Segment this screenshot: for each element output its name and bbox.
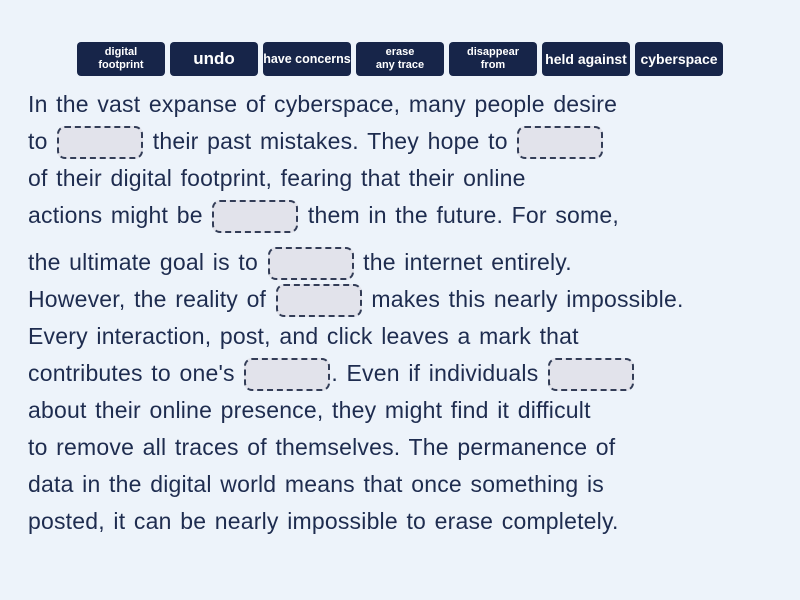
- passage-text: the internet entirely.: [354, 249, 572, 275]
- passage-text: them in the future. For some,: [299, 202, 619, 228]
- passage-line: [28, 466, 788, 503]
- passage: [28, 86, 788, 540]
- word-chip-label: footprint: [98, 59, 144, 71]
- passage-line: [28, 355, 788, 392]
- passage-text: posted, it can be nearly impossible to erase completely.: [28, 508, 619, 534]
- word-chip-label: cyberspace: [640, 50, 718, 67]
- answer-blank[interactable]: [268, 247, 354, 280]
- answer-blank[interactable]: [548, 358, 634, 391]
- word-chip[interactable]: [263, 42, 351, 76]
- answer-blank[interactable]: [57, 126, 143, 159]
- passage-line: [28, 318, 788, 355]
- passage-text: Every interaction, post, and click leaves a mark that: [28, 323, 579, 349]
- passage-text: makes this nearly impossible.: [362, 286, 684, 312]
- passage-line: [28, 503, 788, 540]
- passage-text: actions might be: [28, 202, 212, 228]
- word-chip-label: have concerns: [263, 51, 351, 66]
- passage-line: [28, 86, 788, 123]
- answer-blank[interactable]: [517, 126, 603, 159]
- passage-paragraph: [28, 244, 788, 540]
- word-bank: [0, 42, 800, 76]
- word-chip[interactable]: [635, 42, 723, 76]
- passage-text: to remove all traces of themselves. The permanence of: [28, 434, 616, 460]
- word-chip-label: any trace: [375, 59, 425, 71]
- passage-text: In the vast expanse of cyberspace, many people desire: [28, 91, 618, 117]
- passage-text: contributes to one's: [28, 360, 244, 386]
- word-chip-label: undo: [193, 48, 235, 68]
- word-chip[interactable]: [170, 42, 258, 76]
- word-chip-label: erase: [385, 46, 415, 59]
- word-chip[interactable]: [449, 42, 537, 76]
- word-chip[interactable]: [356, 42, 444, 76]
- word-chip-label: from: [480, 59, 506, 71]
- passage-line: [28, 197, 788, 234]
- word-chip-label: disappear: [467, 46, 519, 59]
- passage-paragraph: [28, 86, 788, 234]
- passage-line: [28, 160, 788, 197]
- passage-text: However, the reality of: [28, 286, 275, 312]
- word-chip[interactable]: [542, 42, 630, 76]
- passage-text: to: [28, 128, 57, 154]
- passage-text: data in the digital world means that once something is: [28, 471, 605, 497]
- word-chip[interactable]: [77, 42, 165, 76]
- passage-line: [28, 244, 788, 281]
- passage-text: the ultimate goal is to: [28, 249, 267, 275]
- answer-blank[interactable]: [276, 284, 362, 317]
- word-chip-label: digital: [104, 46, 138, 59]
- passage-text: of their digital footprint, fearing that their online: [28, 165, 526, 191]
- passage-text: about their online presence, they might find it difficult: [28, 397, 591, 423]
- answer-blank[interactable]: [212, 200, 298, 233]
- word-chip-label: held against: [545, 50, 627, 67]
- passage-line: [28, 281, 788, 318]
- passage-line: [28, 392, 788, 429]
- passage-line: [28, 429, 788, 466]
- passage-text: . Even if individuals: [331, 360, 547, 386]
- answer-blank[interactable]: [244, 358, 330, 391]
- passage-text: their past mistakes. They hope to: [144, 128, 517, 154]
- passage-line: [28, 123, 788, 160]
